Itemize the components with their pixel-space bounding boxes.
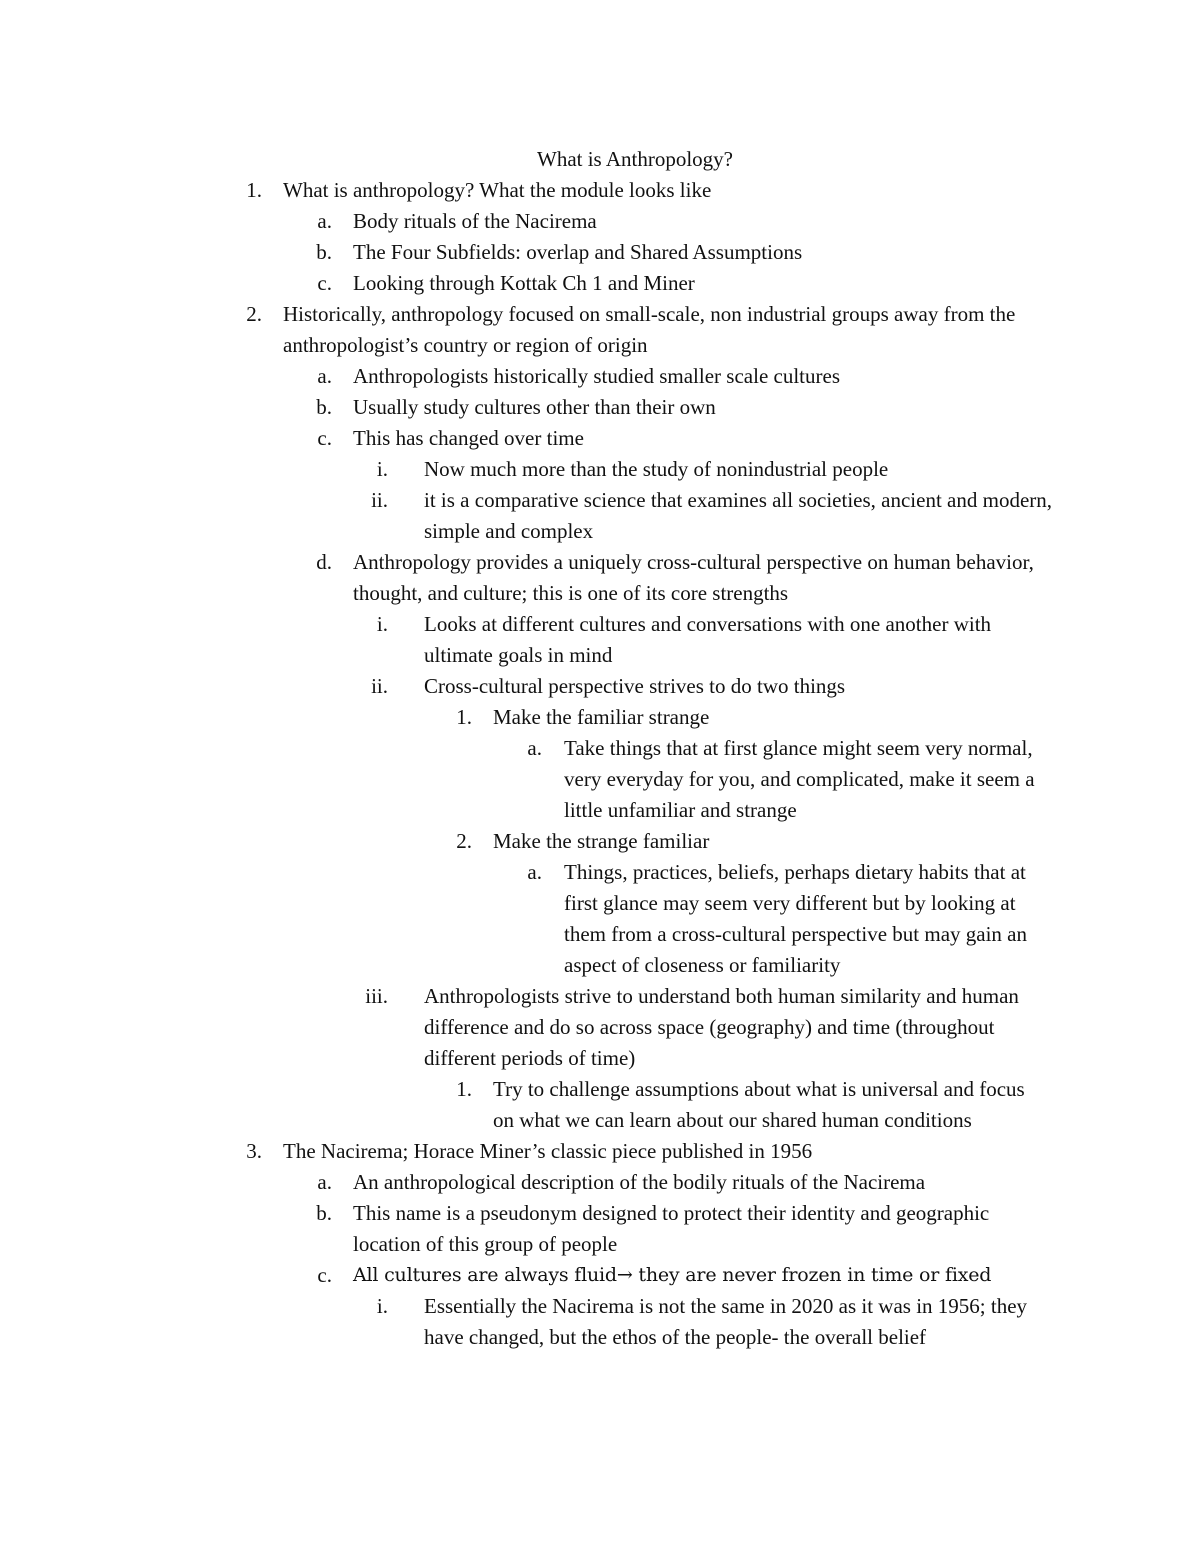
outline-text: This name is a pseudonym designed to protect their identity and geographic location of this group of people bbox=[353, 1201, 990, 1256]
outline-item bbox=[0, 826, 1200, 857]
outline-list bbox=[0, 175, 1200, 1353]
outline-marker: c. bbox=[317, 1263, 332, 1287]
outline-text: This has changed over time bbox=[353, 426, 584, 450]
outline-text: Looking through Kottak Ch 1 and Miner bbox=[353, 271, 695, 295]
outline-item bbox=[0, 1291, 1200, 1353]
outline-item bbox=[0, 1136, 1200, 1167]
outline-text: What is anthropology? What the module looks like bbox=[283, 178, 712, 202]
outline-item bbox=[0, 733, 1200, 826]
outline-marker: 1. bbox=[456, 705, 472, 729]
outline-item bbox=[0, 1198, 1200, 1260]
outline-marker: a. bbox=[527, 860, 542, 884]
outline-marker: 2. bbox=[456, 829, 472, 853]
outline-marker: ii. bbox=[371, 488, 388, 512]
outline-text: Anthropologists strive to understand both human similarity and human difference and do so across space (geography) and time (throughout different periods of time) bbox=[424, 984, 1019, 1070]
outline-item bbox=[0, 454, 1200, 485]
outline-text: Make the strange familiar bbox=[493, 829, 710, 853]
outline-text: Essentially the Nacirema is not the same in 2020 as it was in 1956; they have changed, but the ethos of the people- the overall belief bbox=[424, 1294, 1028, 1349]
outline-item bbox=[0, 485, 1200, 547]
outline-text: Historically, anthropology focused on small-scale, non industrial groups away from the anthropologist’s country or region of origin bbox=[283, 302, 1016, 357]
outline-item bbox=[0, 361, 1200, 392]
outline-item bbox=[0, 1167, 1200, 1198]
outline-marker: a. bbox=[317, 364, 332, 388]
outline-item bbox=[0, 671, 1200, 702]
outline-marker: a. bbox=[527, 736, 542, 760]
outline-text: The Four Subfields: overlap and Shared Assumptions bbox=[353, 240, 803, 264]
outline-text: Usually study cultures other than their own bbox=[353, 395, 716, 419]
outline-text: Looks at different cultures and conversations with one another with ultimate goals in mind bbox=[424, 612, 992, 667]
outline-marker: 2. bbox=[246, 302, 262, 326]
outline-item bbox=[0, 299, 1200, 361]
outline-text: The Nacirema; Horace Miner’s classic piece published in 1956 bbox=[283, 1139, 813, 1163]
outline-text: An anthropological description of the bodily rituals of the Nacirema bbox=[353, 1170, 926, 1194]
outline-item bbox=[0, 547, 1200, 609]
outline-marker: 3. bbox=[246, 1139, 262, 1163]
outline-marker: b. bbox=[316, 1201, 332, 1225]
outline-text: Try to challenge assumptions about what is universal and focus on what we can learn about our shared human conditions bbox=[493, 1077, 1025, 1132]
outline-marker: a. bbox=[317, 1170, 332, 1194]
page-title: What is Anthropology? bbox=[537, 147, 733, 171]
outline-marker: c. bbox=[317, 426, 332, 450]
outline-item bbox=[0, 702, 1200, 733]
outline-marker: c. bbox=[317, 271, 332, 295]
outline-item bbox=[0, 268, 1200, 299]
outline-item bbox=[0, 237, 1200, 268]
outline-marker: b. bbox=[316, 395, 332, 419]
outline-text: Cross-cultural perspective strives to do two things bbox=[424, 674, 846, 698]
outline-text: Now much more than the study of nonindustrial people bbox=[424, 457, 889, 481]
outline-marker: 1. bbox=[456, 1077, 472, 1101]
outline-marker: b. bbox=[316, 240, 332, 264]
outline-text: Things, practices, beliefs, perhaps dietary habits that at first glance may seem very different but by looking at them from a cross-cultural perspective but may gain an aspect of closeness or familiarity bbox=[564, 860, 1028, 977]
outline-item bbox=[0, 857, 1200, 981]
outline-text: Make the familiar strange bbox=[493, 705, 710, 729]
outline-marker: d. bbox=[316, 550, 332, 574]
outline-item bbox=[0, 423, 1200, 454]
outline-marker: iii. bbox=[365, 984, 388, 1008]
outline-item bbox=[0, 981, 1200, 1074]
outline-item bbox=[0, 175, 1200, 206]
outline-marker: i. bbox=[376, 612, 388, 636]
outline-item bbox=[0, 1260, 1200, 1291]
outline-marker: i. bbox=[376, 1294, 388, 1318]
outline-item bbox=[0, 1074, 1200, 1136]
outline-marker: i. bbox=[376, 457, 388, 481]
outline-marker: ii. bbox=[371, 674, 388, 698]
outline-item bbox=[0, 392, 1200, 423]
outline-text: All cultures are always fluid→ they are never frozen in time or fixed bbox=[353, 1264, 992, 1286]
outline-item bbox=[0, 206, 1200, 237]
outline-marker: 1. bbox=[246, 178, 262, 202]
outline-text: it is a comparative science that examines all societies, ancient and modern, simple and complex bbox=[424, 488, 1053, 543]
outline-text: Take things that at first glance might seem very normal, very everyday for you, and complicated, make it seem a little unfamiliar and strange bbox=[564, 736, 1035, 822]
outline-text: Body rituals of the Nacirema bbox=[353, 209, 597, 233]
outline-marker: a. bbox=[317, 209, 332, 233]
outline-item bbox=[0, 609, 1200, 671]
outline-text: Anthropology provides a uniquely cross-cultural perspective on human behavior, thought, and culture; this is one of its core strengths bbox=[353, 550, 1034, 605]
outline-text: Anthropologists historically studied smaller scale cultures bbox=[353, 364, 840, 388]
